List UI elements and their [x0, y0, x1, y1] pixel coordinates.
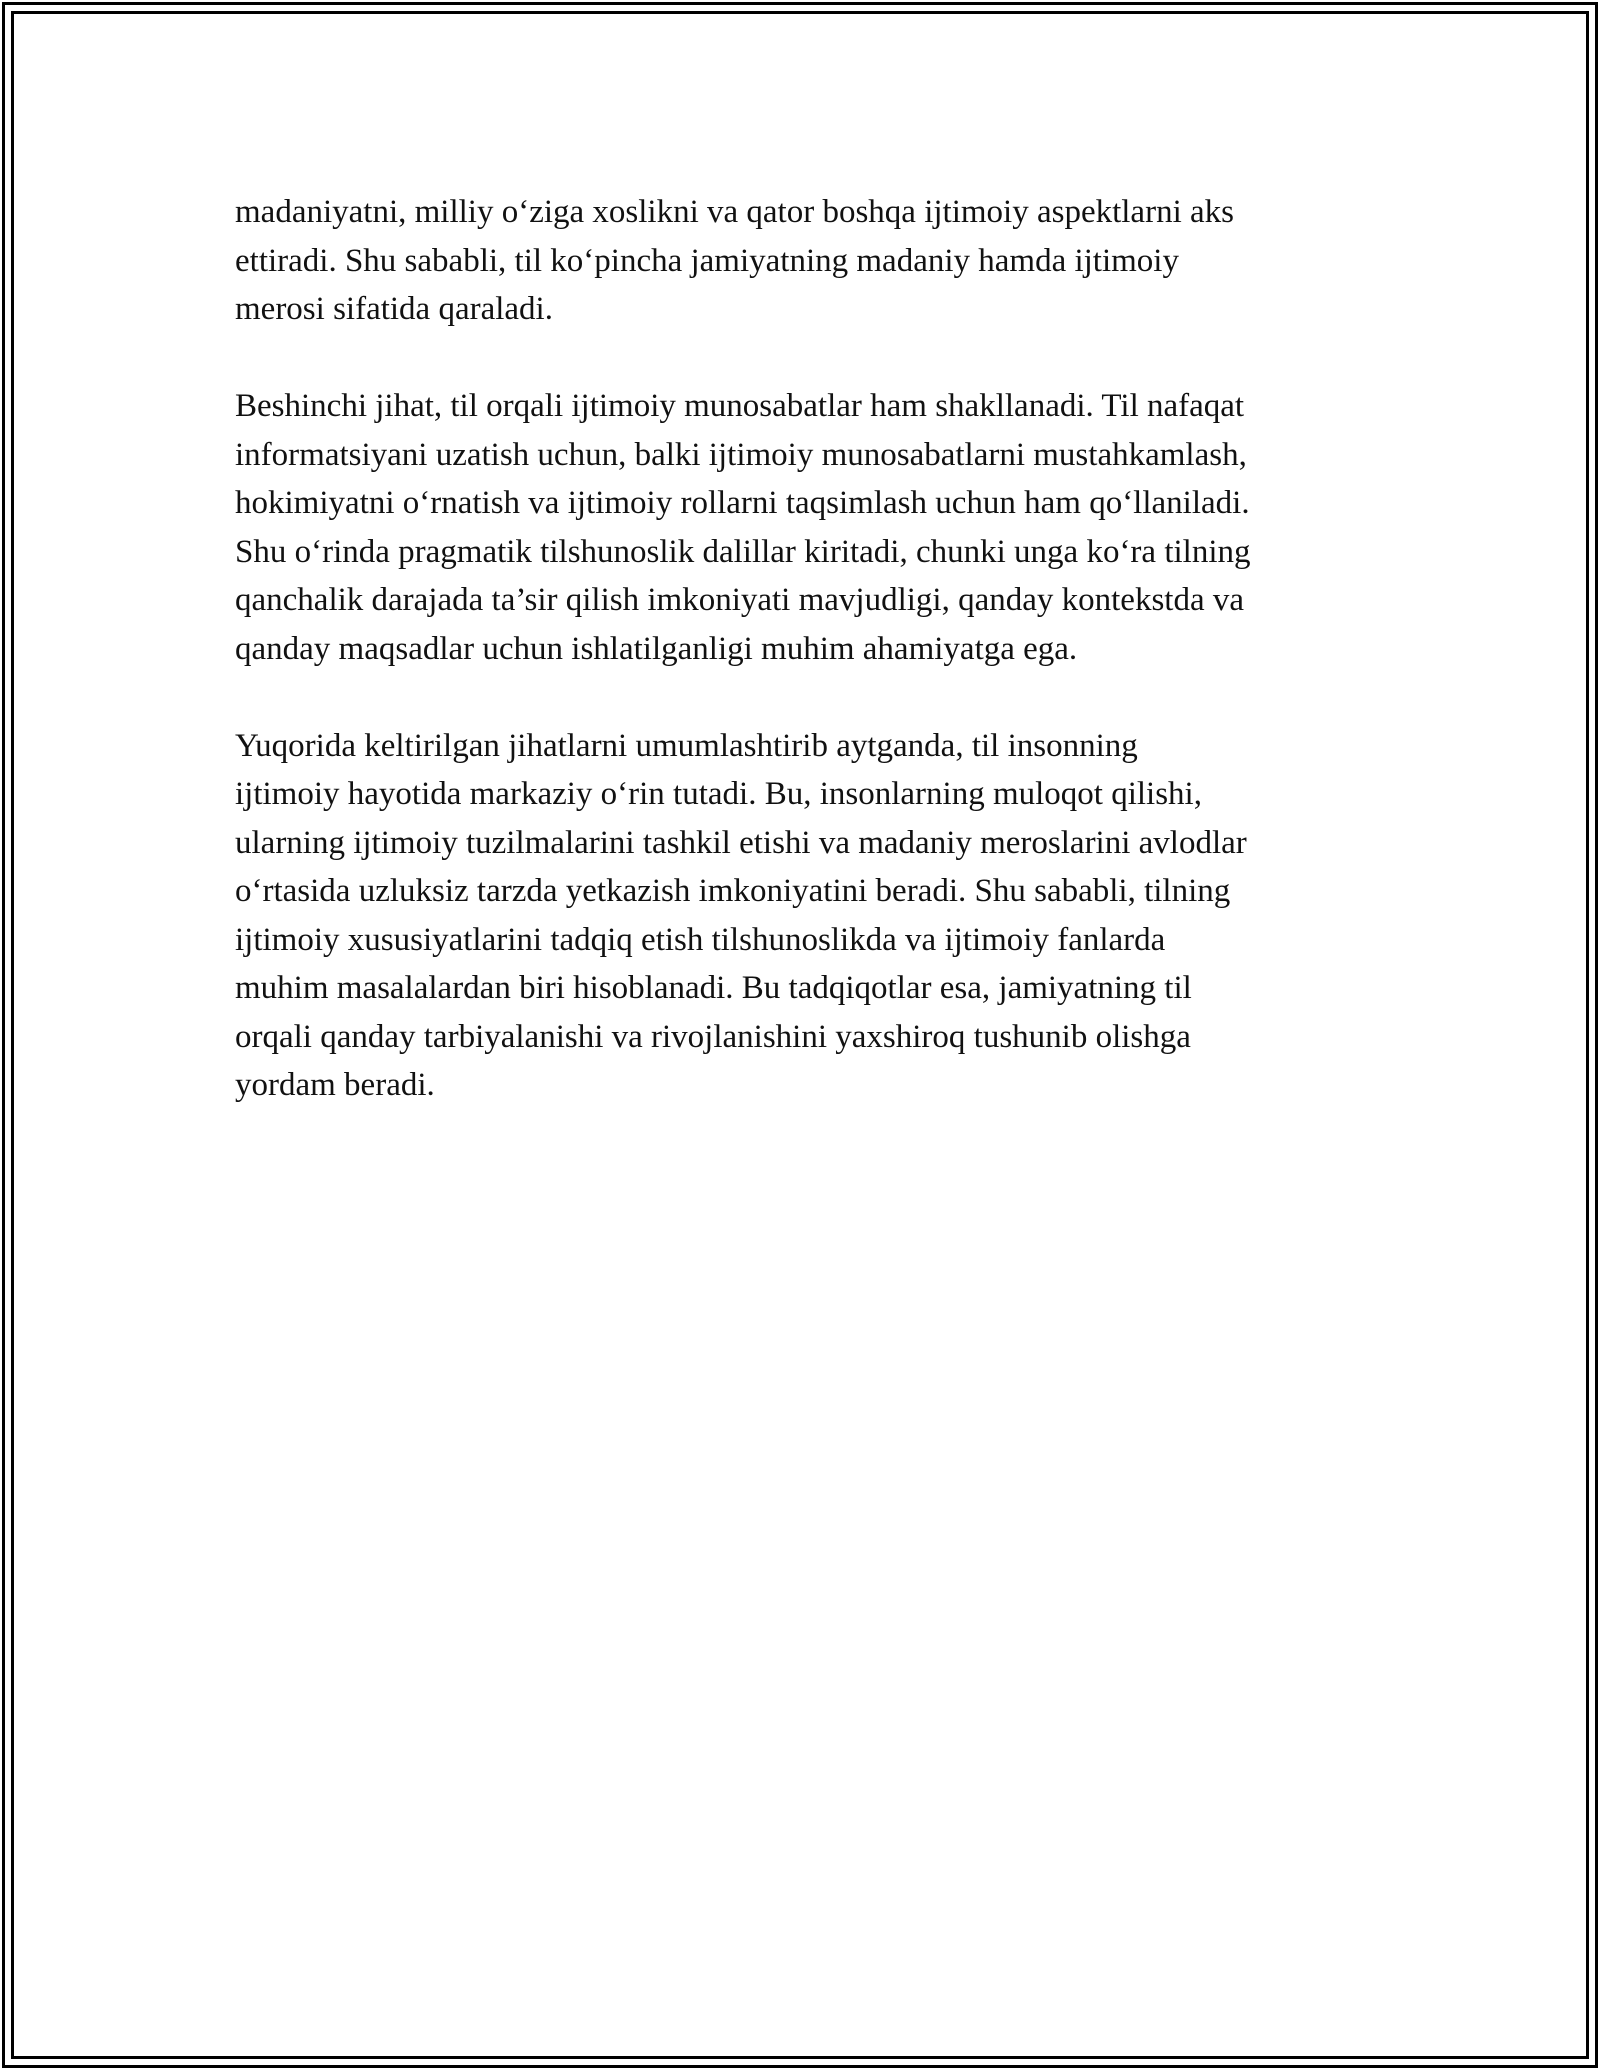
paragraph-3: Yuqorida keltirilgan jihatlarni umumlashtirib aytganda, til insonning ijtimoiy hayotida markaziy o‘rin tutadi. Bu, insonlarning muloqot qilishi, ularning ijtimoiy tuzilmalarini tashkil etishi va madaniy meroslarini avlodlar o‘rtasida uzluksiz tarzda yetkazish imkoniyatini beradi. Shu sababli, tilning ijtimoiy xususiyatlarini tadqiq etish tilshunoslikda va ijtimoiy fanlarda muhim masalalardan biri hisoblanadi. Bu tadqiqotlar esa, jamiyatning til orqali qanday tarbiyalanishi va rivojlanishini yaxshiroq tushunib olishga yordam beradi. [235, 727, 1247, 1103]
paragraph-1: madaniyatni, milliy o‘ziga xoslikni va qator boshqa ijtimoiy aspektlarni aks ettiradi. Shu sababli, til ko‘pincha jamiyatning madaniy hamda ijtimoiy merosi sifatida qaraladi. [235, 194, 1234, 327]
page-body [235, 188, 1370, 1158]
paragraph-2: Beshinchi jihat, til orqali ijtimoiy munosabatlar ham shakllanadi. Til nafaqat informatsiyani uzatish uchun, balki ijtimoiy munosabatlarni mustahkamlash, hokimiyatni o‘rnatish va ijtimoiy rollarni taqsimlash uchun ham qo‘llaniladi. Shu o‘rinda pragmatik tilshunoslik dalillar kiritadi, chunki unga ko‘ra tilning qanchalik darajada ta’sir qilish imkoniyati mavjudligi, qanday kontekstda va qanday maqsadlar uchun ishlatilganligi muhim ahamiyatga ega. [235, 388, 1251, 667]
